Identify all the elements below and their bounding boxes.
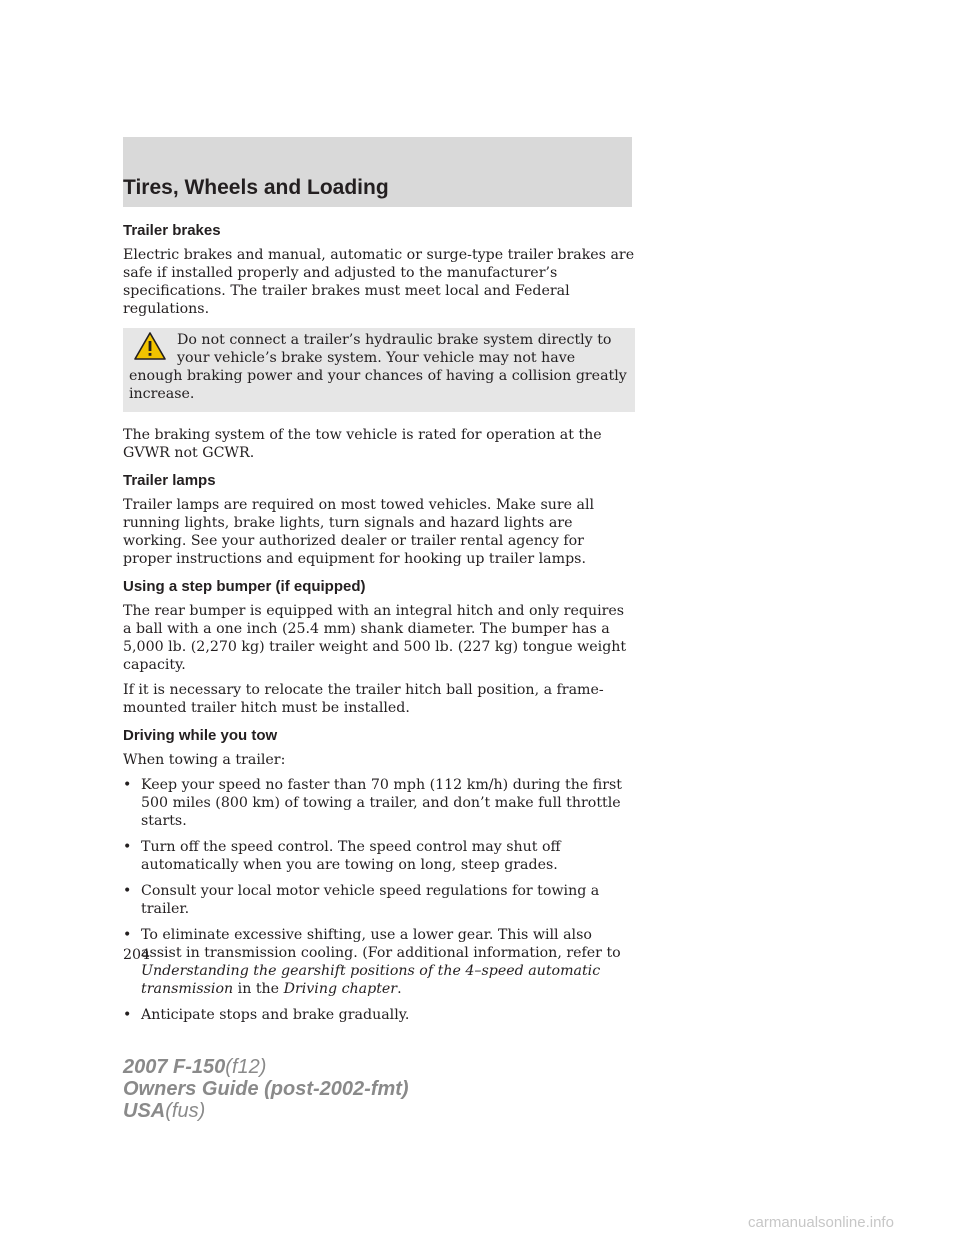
- footer-line-region: [123, 1100, 409, 1122]
- footer-model-code: (f12): [225, 1056, 267, 1078]
- warning-text: Do not connect a trailer’s hydraulic brake system directly to your vehicle’s brake system. Your vehicle may not have enough braking power and your chances of having a collision greatly increase.: [129, 332, 627, 402]
- towing-tips-list: [123, 776, 635, 1024]
- bullet-icon: •: [123, 883, 132, 899]
- list-item: [123, 1006, 635, 1024]
- footer-region-code: (fus): [165, 1100, 206, 1122]
- list-item-text: To eliminate excessive shifting, use a lower gear. This will also assist in transmission cooling. (For additional information, refer to: [141, 927, 621, 961]
- watermark: carmanualsonline.info: [748, 1214, 894, 1231]
- heading-trailer-brakes: Trailer brakes: [123, 222, 221, 239]
- footer-line-model: [123, 1056, 409, 1078]
- list-item-text: Consult your local motor vehicle speed regulations for towing a trailer.: [141, 883, 600, 917]
- list-item-text: Keep your speed no faster than 70 mph (112 km/h) during the first 500 miles (800 km) of towing a trailer, and don’t make full throttle starts.: [141, 777, 622, 829]
- heading-step-bumper: Using a step bumper (if equipped): [123, 578, 366, 595]
- heading-driving-tow: Driving while you tow: [123, 727, 278, 744]
- footer-model: 2007 F-150: [123, 1056, 226, 1078]
- page-number: 204: [123, 947, 151, 963]
- bullet-icon: •: [123, 927, 132, 943]
- list-item: [123, 882, 635, 918]
- list-item: [123, 776, 635, 830]
- footer-line-guide: [123, 1078, 409, 1100]
- warning-triangle-icon: [133, 331, 167, 361]
- list-item: [123, 926, 635, 998]
- page-content: [123, 222, 635, 1032]
- paragraph-braking-system: The braking system of the tow vehicle is rated for operation at the GVWR not GCWR.: [123, 427, 602, 461]
- paragraph-trailer-lamps: Trailer lamps are required on most towed vehicles. Make sure all running lights, brake lights, turn signals and hazard lights are working. See your authorized dealer or trailer rental agency for proper instructions and equipment for hooking up trailer lamps.: [123, 497, 595, 567]
- bullet-icon: •: [123, 777, 132, 793]
- document-footer: [123, 1056, 409, 1122]
- paragraph-towing-intro: When towing a trailer:: [123, 752, 286, 768]
- list-item-text: in the: [237, 981, 280, 997]
- warning-box: [123, 328, 635, 412]
- list-item-text: Turn off the speed control. The speed control may shut off automatically when you are towing on long, steep grades.: [141, 839, 561, 873]
- paragraph-step-bumper: The rear bumper is equipped with an integral hitch and only requires a ball with a one inch (25.4 mm) shank diameter. The bumper has a 5,000 lb. (2,270 kg) trailer weight and 500 lb. (227 kg) tongue weight capacity.: [123, 603, 627, 673]
- footer-guide: Owners Guide (post-2002-fmt): [123, 1078, 409, 1100]
- chapter-reference: Driving chapter: [283, 981, 398, 997]
- footer-region: USA: [123, 1100, 166, 1122]
- list-item-text: .: [397, 981, 402, 997]
- heading-trailer-lamps: Trailer lamps: [123, 472, 216, 489]
- bullet-icon: •: [123, 1007, 132, 1023]
- paragraph-hitch-relocate: If it is necessary to relocate the trailer hitch ball position, a frame-mounted trailer hitch must be installed.: [123, 682, 604, 716]
- section-title: Tires, Wheels and Loading: [123, 176, 389, 199]
- list-item: [123, 838, 635, 874]
- paragraph-trailer-brakes: Electric brakes and manual, automatic or surge-type trailer brakes are safe if installed properly and adjusted to the manufacturer’s specifications. The trailer brakes must meet local and Federal regulations.: [123, 247, 635, 317]
- cross-reference: Understanding the gearshift positions of the 4–speed automatic transmission: [141, 963, 601, 997]
- list-item-text: Anticipate stops and brake gradually.: [141, 1007, 410, 1023]
- bullet-icon: •: [123, 839, 132, 855]
